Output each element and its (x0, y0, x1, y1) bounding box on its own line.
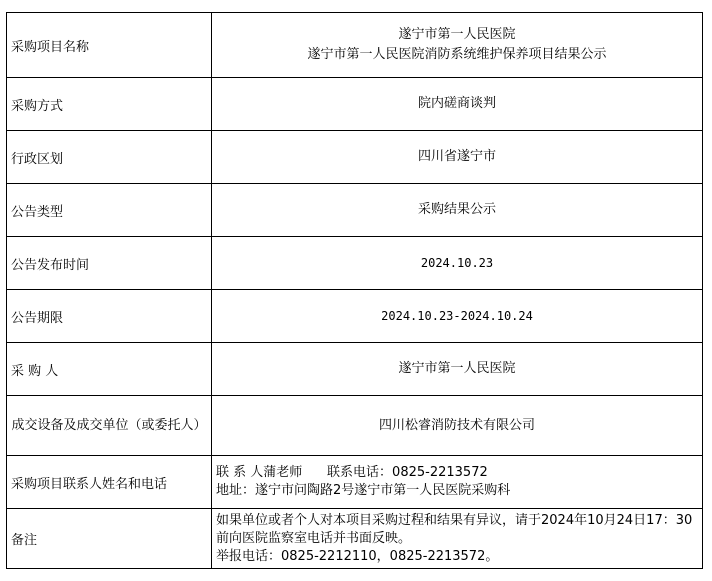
table-row-contact (7, 456, 703, 509)
label-contact: 采购项目联系人姓名和电话 (7, 456, 212, 509)
label-publish-time: 公告发布时间 (7, 237, 212, 290)
value-region: 四川省遂宁市 (212, 131, 703, 184)
table-row-winner (7, 396, 703, 456)
value-purchaser: 遂宁市第一人民医院 (212, 343, 703, 396)
value-publish-time: 2024.10.23 (212, 237, 703, 290)
contact-address: 地址：遂宁市问陶路2号遂宁市第一人民医院采购科 (216, 483, 511, 498)
label-method: 采购方式 (7, 78, 212, 131)
table-row-method (7, 78, 703, 131)
table-row-notice-type (7, 184, 703, 237)
value-remarks (212, 509, 703, 569)
value-contact (212, 456, 703, 509)
remarks-objection-notice: 如果单位或者个人对本项目采购过程和结果有异议，请于2024年10月24日17：30前向医院监察室电话并书面反映。 (216, 512, 693, 546)
label-project-name: 采购项目名称 (7, 13, 212, 78)
table-row-project-name (7, 13, 703, 78)
label-notice-type: 公告类型 (7, 184, 212, 237)
value-winner: 四川松睿消防技术有限公司 (212, 396, 703, 456)
project-title: 遂宁市第一人民医院消防系统维护保养项目结果公示 (307, 47, 607, 62)
table-row-publish-time (7, 237, 703, 290)
value-notice-type: 采购结果公示 (212, 184, 703, 237)
table-row-period (7, 290, 703, 343)
label-remarks: 备注 (7, 509, 212, 569)
project-hospital-name: 遂宁市第一人民医院 (398, 27, 516, 42)
label-region: 行政区划 (7, 131, 212, 184)
table-row-purchaser (7, 343, 703, 396)
label-winner: 成交设备及成交单位（或委托人） (7, 396, 212, 456)
procurement-result-table (6, 12, 703, 569)
label-purchaser: 采 购 人 (7, 343, 212, 396)
value-method: 院内磋商谈判 (212, 78, 703, 131)
remarks-report-phone: 举报电话：0825-2212110，0825-2213572。 (216, 548, 499, 564)
table-row-region (7, 131, 703, 184)
label-period: 公告期限 (7, 290, 212, 343)
contact-person-phone: 联 系 人蒲老师 联系电话：0825-2213572 (216, 465, 488, 480)
value-period: 2024.10.23-2024.10.24 (212, 290, 703, 343)
table-row-remarks (7, 509, 703, 569)
value-project-name (212, 13, 703, 78)
